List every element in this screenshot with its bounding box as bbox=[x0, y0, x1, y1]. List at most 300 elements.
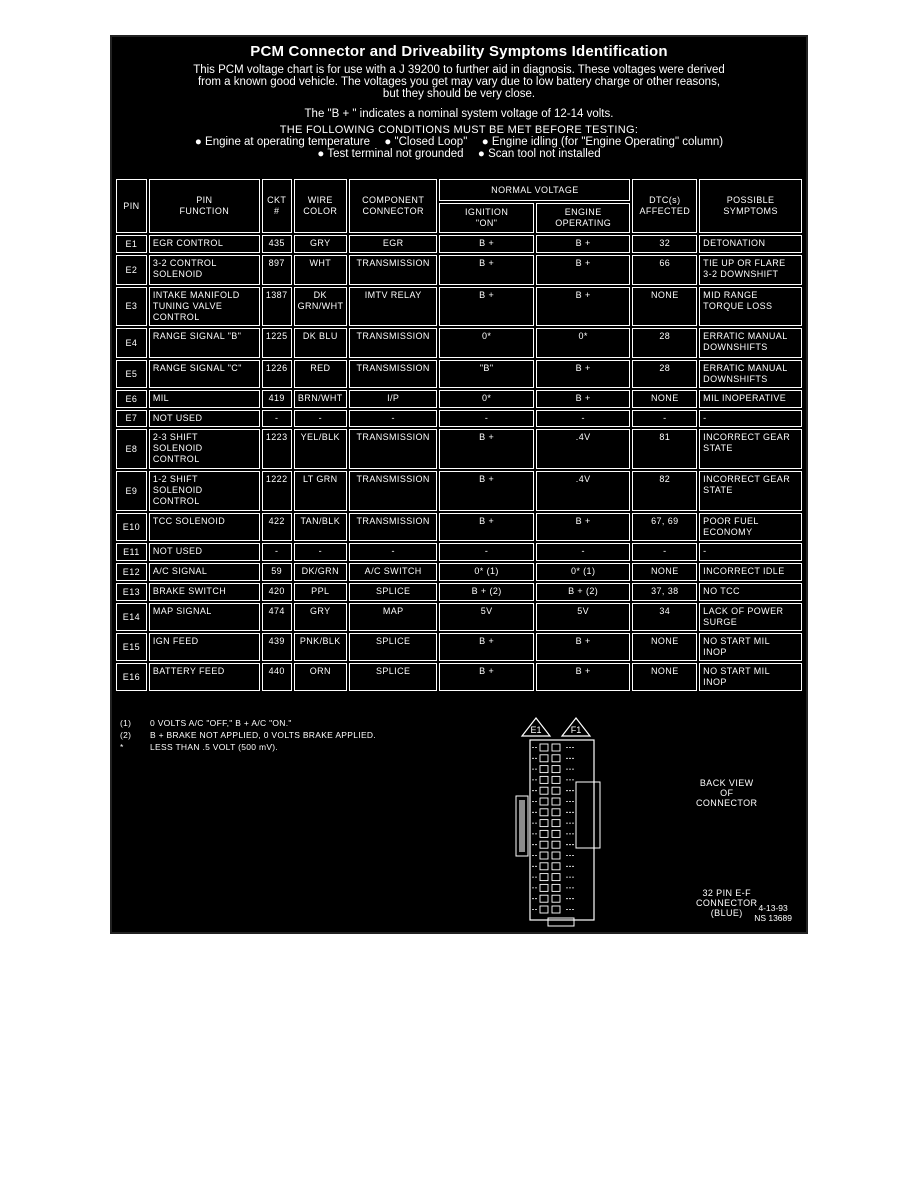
cell-engine-operating: - bbox=[536, 410, 631, 427]
cell-pin: E4 bbox=[116, 328, 147, 358]
cell-wire-color bbox=[294, 583, 347, 601]
conditions-line-1 bbox=[112, 136, 806, 148]
cell-ignition-on: B + bbox=[439, 513, 534, 541]
cell-ignition-on: B + (2) bbox=[439, 583, 534, 601]
cell-ckt: 1225 bbox=[262, 328, 292, 358]
pin-cavity bbox=[552, 895, 560, 902]
cell-symptoms-line: NO START MIL bbox=[703, 666, 770, 676]
footnote-text: LESS THAN .5 VOLT (500 mV). bbox=[150, 742, 279, 752]
cell-engine-operating: 5V bbox=[536, 603, 631, 631]
connector-diagram bbox=[502, 712, 802, 932]
col-header-normal-voltage: NORMAL VOLTAGE bbox=[439, 179, 630, 201]
table-row bbox=[116, 513, 802, 541]
cell-symptoms bbox=[699, 360, 802, 388]
cell-symptoms-line: LACK OF POWER bbox=[703, 606, 784, 616]
cell-dtc: - bbox=[632, 543, 697, 561]
cell-dtc: 34 bbox=[632, 603, 697, 631]
cell-pin-function-line: CONTROL bbox=[152, 454, 200, 464]
cell-engine-operating: 0* bbox=[536, 328, 631, 358]
cell-ckt: 1387 bbox=[262, 287, 292, 326]
cell-dtc: NONE bbox=[632, 633, 697, 661]
cell-engine-operating: B + bbox=[536, 390, 631, 408]
e1-label: E1 bbox=[530, 725, 542, 735]
pin-cavity bbox=[552, 841, 560, 848]
bullet-icon: ● bbox=[481, 136, 489, 148]
cell-wire-color-line: - bbox=[318, 546, 322, 556]
cell-pin: E9 bbox=[116, 471, 147, 511]
pin-cavity bbox=[540, 852, 548, 859]
bullet-icon: ● bbox=[477, 148, 485, 160]
cell-symptoms-line: POOR FUEL bbox=[703, 516, 759, 526]
cell-ignition-on: B + bbox=[439, 471, 534, 511]
cell-pin-function-line: SOLENOID bbox=[152, 485, 203, 495]
pin-cavity bbox=[552, 874, 560, 881]
cell-ckt: 1222 bbox=[262, 471, 292, 511]
pin-cavity bbox=[552, 787, 560, 794]
cell-pin: E7 bbox=[116, 410, 147, 427]
table-row bbox=[116, 543, 802, 561]
cell-pin-function bbox=[149, 429, 260, 469]
cell-pin-function-line: BATTERY FEED bbox=[152, 666, 225, 676]
pin-cavity bbox=[540, 895, 548, 902]
cell-symptoms bbox=[699, 410, 802, 427]
cell-component-connector: TRANSMISSION bbox=[349, 429, 437, 469]
table-row bbox=[116, 410, 802, 427]
pin-cavity bbox=[540, 798, 548, 805]
cell-pin: E13 bbox=[116, 583, 147, 601]
table-body bbox=[116, 235, 802, 691]
cell-dtc: NONE bbox=[632, 287, 697, 326]
cell-wire-color bbox=[294, 429, 347, 469]
cell-ignition-on: "B" bbox=[439, 360, 534, 388]
footnote bbox=[120, 729, 376, 741]
cell-pin-function-line: NOT USED bbox=[152, 546, 203, 556]
table-row bbox=[116, 603, 802, 631]
cell-ignition-on: B + bbox=[439, 663, 534, 691]
cell-ckt: - bbox=[262, 410, 292, 427]
cell-symptoms-line: NO START MIL bbox=[703, 636, 770, 646]
cell-pin: E3 bbox=[116, 287, 147, 326]
condition-item: Engine at operating temperature bbox=[205, 136, 370, 148]
cell-dtc: 81 bbox=[632, 429, 697, 469]
pin-cavity bbox=[552, 766, 560, 773]
cell-symptoms bbox=[699, 603, 802, 631]
footnote-text: B + BRAKE NOT APPLIED, 0 VOLTS BRAKE APPLIED. bbox=[150, 730, 377, 740]
cell-dtc: 28 bbox=[632, 328, 697, 358]
cell-symptoms-line: MIL INOPERATIVE bbox=[703, 393, 787, 403]
cell-pin-function-line: MAP SIGNAL bbox=[152, 606, 212, 616]
cell-pin-function bbox=[149, 360, 260, 388]
cell-ignition-on: B + bbox=[439, 287, 534, 326]
condition-item: Test terminal not grounded bbox=[327, 148, 464, 160]
cell-symptoms-line: - bbox=[703, 413, 707, 423]
cell-pin-function bbox=[149, 471, 260, 511]
cell-ignition-on: B + bbox=[439, 633, 534, 661]
pcm-chart-sheet bbox=[110, 35, 808, 934]
footnote-text: 0 VOLTS A/C "OFF," B + A/C "ON." bbox=[150, 718, 292, 728]
cell-dtc: 82 bbox=[632, 471, 697, 511]
cell-dtc: 67, 69 bbox=[632, 513, 697, 541]
cell-symptoms-line: DOWNSHIFTS bbox=[703, 342, 768, 352]
cell-engine-operating: - bbox=[536, 543, 631, 561]
cell-ckt: 419 bbox=[262, 390, 292, 408]
cell-symptoms bbox=[699, 513, 802, 541]
cell-pin-function bbox=[149, 563, 260, 581]
cell-engine-operating: .4V bbox=[536, 471, 631, 511]
cell-pin-function-line: SOLENOID bbox=[152, 269, 203, 279]
pin-cavity bbox=[540, 809, 548, 816]
cell-pin: E15 bbox=[116, 633, 147, 661]
pin-cavity bbox=[552, 798, 560, 805]
cell-pin-function-line: RANGE SIGNAL "C" bbox=[152, 363, 242, 373]
cell-symptoms-line: DOWNSHIFTS bbox=[703, 374, 768, 384]
cell-symptoms bbox=[699, 543, 802, 561]
cell-component-connector: TRANSMISSION bbox=[349, 513, 437, 541]
cell-wire-color bbox=[294, 410, 347, 427]
cell-wire-color bbox=[294, 603, 347, 631]
cell-dtc: NONE bbox=[632, 563, 697, 581]
cell-engine-operating: B + bbox=[536, 287, 631, 326]
table-header bbox=[116, 179, 802, 233]
cell-symptoms bbox=[699, 563, 802, 581]
pin-cavity bbox=[552, 820, 560, 827]
table-row bbox=[116, 633, 802, 661]
cell-ignition-on: 0* bbox=[439, 390, 534, 408]
pin-cavity bbox=[552, 906, 560, 913]
pin-cavity bbox=[540, 874, 548, 881]
cell-component-connector: I/P bbox=[349, 390, 437, 408]
pin-cavity bbox=[540, 744, 548, 751]
pin-cavity bbox=[552, 809, 560, 816]
intro-text bbox=[136, 64, 782, 100]
cell-dtc: NONE bbox=[632, 663, 697, 691]
cell-ignition-on: B + bbox=[439, 429, 534, 469]
cell-pin: E10 bbox=[116, 513, 147, 541]
cell-engine-operating: B + bbox=[536, 513, 631, 541]
pin-table bbox=[114, 177, 804, 693]
document-date: 4-13-93 bbox=[758, 903, 788, 913]
cell-wire-color bbox=[294, 255, 347, 285]
document-id bbox=[754, 903, 792, 923]
cell-symptoms bbox=[699, 287, 802, 326]
cell-component-connector: TRANSMISSION bbox=[349, 328, 437, 358]
cell-engine-operating: .4V bbox=[536, 429, 631, 469]
connector-lock-ridges bbox=[519, 800, 525, 852]
cell-wire-color-line: RED bbox=[310, 363, 331, 373]
cell-wire-color bbox=[294, 360, 347, 388]
cell-ckt: 1223 bbox=[262, 429, 292, 469]
cell-pin-function-line: 3-2 CONTROL bbox=[152, 258, 217, 268]
cell-pin: E5 bbox=[116, 360, 147, 388]
chart-header bbox=[112, 41, 806, 160]
table-row bbox=[116, 287, 802, 326]
cell-wire-color-line: PPL bbox=[311, 586, 330, 596]
cell-symptoms-line: INOP bbox=[703, 647, 727, 657]
table-row bbox=[116, 328, 802, 358]
pin-cavity bbox=[552, 884, 560, 891]
footnote-mark: * bbox=[120, 742, 124, 752]
col-header-component-connector: COMPONENT CONNECTOR bbox=[349, 179, 437, 233]
cell-symptoms-line: DETONATION bbox=[703, 238, 766, 248]
pin-cavity bbox=[552, 863, 560, 870]
connector-side-latch bbox=[576, 782, 600, 848]
col-header-ckt: CKT # bbox=[262, 179, 292, 233]
cell-symptoms-line: NO TCC bbox=[703, 586, 740, 596]
cell-symptoms bbox=[699, 390, 802, 408]
footnote-mark: (2) bbox=[120, 730, 132, 740]
cell-symptoms bbox=[699, 663, 802, 691]
cell-ckt: 435 bbox=[262, 235, 292, 253]
pin-cavities bbox=[532, 744, 574, 913]
footnote bbox=[120, 741, 376, 753]
intro-line: but they should be very close. bbox=[382, 88, 536, 100]
cell-component-connector: MAP bbox=[349, 603, 437, 631]
table-row bbox=[116, 429, 802, 469]
cell-ckt: 1226 bbox=[262, 360, 292, 388]
cell-wire-color bbox=[294, 235, 347, 253]
cell-pin-function bbox=[149, 410, 260, 427]
cell-symptoms bbox=[699, 255, 802, 285]
footnotes bbox=[120, 717, 376, 753]
condition-item: Engine idling (for "Engine Operating" column) bbox=[491, 136, 724, 148]
cell-pin: E1 bbox=[116, 235, 147, 253]
cell-symptoms bbox=[699, 328, 802, 358]
cell-pin-function bbox=[149, 328, 260, 358]
col-header-engine-operating: ENGINE OPERATING bbox=[536, 203, 631, 233]
cell-dtc: 32 bbox=[632, 235, 697, 253]
conditions-title: THE FOLLOWING CONDITIONS MUST BE MET BEFORE TESTING: bbox=[279, 124, 639, 136]
cell-symptoms-line: ECONOMY bbox=[703, 527, 753, 537]
cell-symptoms bbox=[699, 633, 802, 661]
table-row bbox=[116, 471, 802, 511]
cell-wire-color-line: ORN bbox=[309, 666, 331, 676]
table-row bbox=[116, 583, 802, 601]
cell-pin: E14 bbox=[116, 603, 147, 631]
cell-engine-operating: B + bbox=[536, 663, 631, 691]
cell-component-connector: SPLICE bbox=[349, 663, 437, 691]
cell-symptoms-line: ERRATIC MANUAL bbox=[703, 331, 788, 341]
cell-pin: E11 bbox=[116, 543, 147, 561]
condition-item: "Closed Loop" bbox=[394, 136, 468, 148]
pin-cavity bbox=[540, 906, 548, 913]
cell-pin-function-line: TUNING VALVE bbox=[152, 301, 223, 311]
pin-cavity bbox=[552, 755, 560, 762]
cell-symptoms-line: INCORRECT GEAR bbox=[703, 432, 791, 442]
cell-pin-function bbox=[149, 633, 260, 661]
cell-pin-function bbox=[149, 603, 260, 631]
cell-dtc: 28 bbox=[632, 360, 697, 388]
cell-dtc: 66 bbox=[632, 255, 697, 285]
cell-component-connector: IMTV RELAY bbox=[349, 287, 437, 326]
pin-cavity bbox=[540, 776, 548, 783]
cell-ckt: 440 bbox=[262, 663, 292, 691]
cell-pin-function-line: CONTROL bbox=[152, 312, 200, 322]
cell-symptoms-line: ERRATIC MANUAL bbox=[703, 363, 788, 373]
footnote-mark: (1) bbox=[120, 718, 132, 728]
cell-pin-function-line: CONTROL bbox=[152, 496, 200, 506]
pin-cavity bbox=[552, 776, 560, 783]
col-header-wire-color: WIRE COLOR bbox=[294, 179, 347, 233]
col-header-ignition-on: IGNITION "ON" bbox=[439, 203, 534, 233]
cell-wire-color-line: GRY bbox=[310, 238, 331, 248]
cell-pin-function bbox=[149, 287, 260, 326]
cell-ignition-on: B + bbox=[439, 255, 534, 285]
cell-dtc: - bbox=[632, 410, 697, 427]
cell-component-connector: EGR bbox=[349, 235, 437, 253]
intro-line: This PCM voltage chart is for use with a J 39200 to further aid in diagnosis. These voltages were derived bbox=[193, 64, 725, 76]
cell-ignition-on: B + bbox=[439, 235, 534, 253]
document-number: NS 13689 bbox=[754, 913, 792, 923]
cell-wire-color-line: WHT bbox=[309, 258, 332, 268]
pin-cavity bbox=[552, 852, 560, 859]
cell-wire-color-line: BRN/WHT bbox=[297, 393, 343, 403]
cell-ignition-on: 0* (1) bbox=[439, 563, 534, 581]
footnote bbox=[120, 717, 376, 729]
cell-component-connector: A/C SWITCH bbox=[349, 563, 437, 581]
pin-cavity bbox=[540, 766, 548, 773]
cell-ckt: 420 bbox=[262, 583, 292, 601]
pin-cavity bbox=[552, 830, 560, 837]
cell-component-connector: SPLICE bbox=[349, 583, 437, 601]
cell-engine-operating: B + bbox=[536, 360, 631, 388]
cell-ckt: 422 bbox=[262, 513, 292, 541]
bullet-icon: ● bbox=[384, 136, 392, 148]
cell-pin: E16 bbox=[116, 663, 147, 691]
table-row bbox=[116, 563, 802, 581]
cell-symptoms bbox=[699, 235, 802, 253]
cell-component-connector: - bbox=[349, 543, 437, 561]
pin-cavity bbox=[552, 744, 560, 751]
cell-wire-color bbox=[294, 663, 347, 691]
cell-symptoms-line: STATE bbox=[703, 485, 733, 495]
cell-pin: E2 bbox=[116, 255, 147, 285]
condition-item: Scan tool not installed bbox=[488, 148, 601, 160]
cell-symptoms bbox=[699, 471, 802, 511]
bullet-icon: ● bbox=[317, 148, 325, 160]
cell-engine-operating: 0* (1) bbox=[536, 563, 631, 581]
cell-wire-color bbox=[294, 513, 347, 541]
pin-cavity bbox=[540, 830, 548, 837]
cell-component-connector: TRANSMISSION bbox=[349, 255, 437, 285]
cell-symptoms-line: - bbox=[703, 546, 707, 556]
cell-wire-color bbox=[294, 287, 347, 326]
cell-pin-function-line: A/C SIGNAL bbox=[152, 566, 208, 576]
cell-symptoms-line: TORQUE LOSS bbox=[703, 301, 773, 311]
nominal-voltage-note: The "B + " indicates a nominal system voltage of 12-14 volts. bbox=[304, 108, 614, 120]
cell-ckt: 439 bbox=[262, 633, 292, 661]
cell-wire-color-line: GRY bbox=[310, 606, 331, 616]
pin-cavity bbox=[540, 841, 548, 848]
cell-component-connector: - bbox=[349, 410, 437, 427]
cell-symptoms-line: TIE UP OR FLARE bbox=[703, 258, 786, 268]
cell-wire-color-line: GRN/WHT bbox=[297, 301, 344, 311]
back-view-label: BACK VIEW OF CONNECTOR bbox=[696, 778, 758, 808]
cell-symptoms bbox=[699, 583, 802, 601]
connector-key bbox=[548, 918, 574, 926]
cell-ignition-on: - bbox=[439, 543, 534, 561]
cell-ckt: - bbox=[262, 543, 292, 561]
cell-pin-function-line: BRAKE SWITCH bbox=[152, 586, 227, 596]
col-header-dtc: DTC(s) AFFECTED bbox=[632, 179, 697, 233]
cell-wire-color bbox=[294, 543, 347, 561]
cell-pin-function-line: 1-2 SHIFT bbox=[152, 474, 198, 484]
cell-pin-function-line: 2-3 SHIFT bbox=[152, 432, 198, 442]
cell-pin-function bbox=[149, 390, 260, 408]
col-header-pin: PIN bbox=[116, 179, 147, 233]
conditions-line-2 bbox=[112, 148, 806, 160]
cell-pin-function bbox=[149, 255, 260, 285]
cell-pin-function bbox=[149, 235, 260, 253]
cell-pin: E8 bbox=[116, 429, 147, 469]
table-row bbox=[116, 360, 802, 388]
cell-symptoms-line: INCORRECT GEAR bbox=[703, 474, 791, 484]
cell-pin-function-line: TCC SOLENOID bbox=[152, 516, 226, 526]
cell-pin-function bbox=[149, 663, 260, 691]
pin-cavity bbox=[540, 884, 548, 891]
cell-engine-operating: B + bbox=[536, 255, 631, 285]
cell-dtc: NONE bbox=[632, 390, 697, 408]
cell-ignition-on: - bbox=[439, 410, 534, 427]
pin-cavity bbox=[540, 755, 548, 762]
cell-wire-color-line: TAN/BLK bbox=[300, 516, 341, 526]
cell-wire-color bbox=[294, 633, 347, 661]
table-row bbox=[116, 663, 802, 691]
intro-line: from a known good vehicle. The voltages you get may vary due to low battery charge or other reasons, bbox=[197, 76, 721, 88]
cell-symptoms-line: INOP bbox=[703, 677, 727, 687]
cell-symptoms bbox=[699, 429, 802, 469]
cell-ckt: 897 bbox=[262, 255, 292, 285]
cell-dtc: 37, 38 bbox=[632, 583, 697, 601]
cell-engine-operating: B + bbox=[536, 235, 631, 253]
cell-ckt: 59 bbox=[262, 563, 292, 581]
table-row bbox=[116, 255, 802, 285]
cell-component-connector: SPLICE bbox=[349, 633, 437, 661]
cell-wire-color bbox=[294, 328, 347, 358]
cell-pin-function-line: NOT USED bbox=[152, 413, 203, 423]
cell-pin: E12 bbox=[116, 563, 147, 581]
cell-symptoms-line: MID RANGE bbox=[703, 290, 758, 300]
cell-wire-color bbox=[294, 471, 347, 511]
cell-wire-color-line: DK/GRN bbox=[301, 566, 339, 576]
cell-engine-operating: B + bbox=[536, 633, 631, 661]
cell-wire-color-line: PNK/BLK bbox=[299, 636, 341, 646]
col-header-symptoms: POSSIBLE SYMPTOMS bbox=[699, 179, 802, 233]
connector-type-label: 32 PIN E-F CONNECTOR (BLUE) bbox=[696, 888, 758, 918]
table-row bbox=[116, 235, 802, 253]
cell-pin: E6 bbox=[116, 390, 147, 408]
cell-pin-function-line: INTAKE MANIFOLD bbox=[152, 290, 240, 300]
pin-cavity bbox=[540, 820, 548, 827]
cell-symptoms-line: SURGE bbox=[703, 617, 738, 627]
cell-component-connector: TRANSMISSION bbox=[349, 471, 437, 511]
cell-symptoms-line: 3-2 DOWNSHIFT bbox=[703, 269, 779, 279]
cell-wire-color bbox=[294, 390, 347, 408]
cell-symptoms-line: INCORRECT IDLE bbox=[703, 566, 785, 576]
cell-wire-color-line: DK BLU bbox=[302, 331, 338, 341]
cell-engine-operating: B + (2) bbox=[536, 583, 631, 601]
cell-pin-function-line: SOLENOID bbox=[152, 443, 203, 453]
cell-ckt: 474 bbox=[262, 603, 292, 631]
col-header-pin-function: PIN FUNCTION bbox=[149, 179, 260, 233]
cell-pin-function bbox=[149, 543, 260, 561]
cell-wire-color bbox=[294, 563, 347, 581]
table-row bbox=[116, 390, 802, 408]
cell-ignition-on: 0* bbox=[439, 328, 534, 358]
page-title: PCM Connector and Driveability Symptoms Identification bbox=[250, 43, 668, 60]
cell-pin-function-line: IGN FEED bbox=[152, 636, 199, 646]
cell-wire-color-line: - bbox=[318, 413, 322, 423]
f1-label: F1 bbox=[570, 725, 582, 735]
